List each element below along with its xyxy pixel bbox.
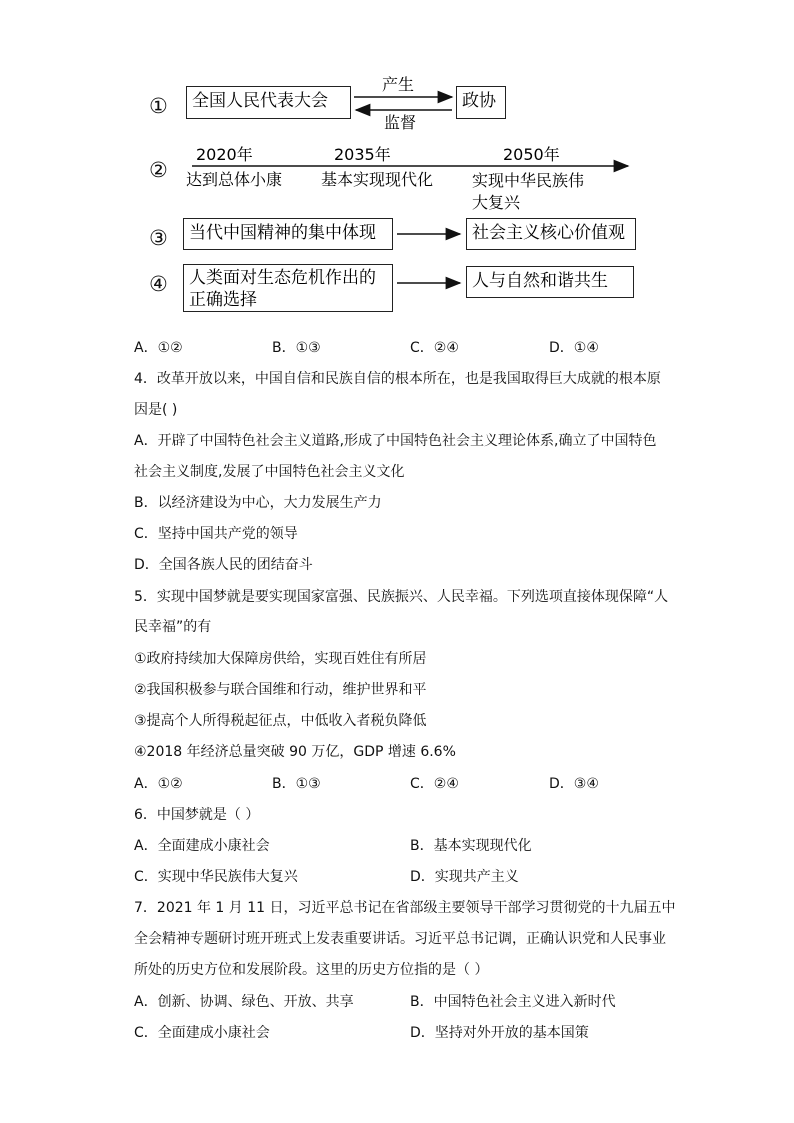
q4-option-a-line1[interactable]: A．开辟了中国特色社会主义道路,形成了中国特色社会主义理论体系,确立了中国特色 xyxy=(134,433,657,449)
q4-option-c[interactable]: C．坚持中国共产党的领导 xyxy=(134,526,298,542)
q6-stem: 6．中国梦就是（ ） xyxy=(134,807,260,823)
item-number-3: ③ xyxy=(149,226,168,250)
q5-option-a[interactable]: A．①② xyxy=(134,776,183,792)
q5-option-c[interactable]: C．②④ xyxy=(410,776,459,792)
q5-statement-2: ②我国积极参与联合国维和行动，维护世界和平 xyxy=(134,682,427,698)
q5-statement-1: ①政府持续加大保障房供给，实现百姓住有所居 xyxy=(134,651,427,667)
spirit-box: 当代中国精神的集中体现 xyxy=(183,218,393,250)
item-number-2: ② xyxy=(149,158,168,182)
q5-option-d[interactable]: D．③④ xyxy=(549,776,599,792)
item-number-4: ④ xyxy=(149,272,168,296)
q3-option-b[interactable]: B．①③ xyxy=(272,340,321,356)
text-2050-line2: 大复兴 xyxy=(472,193,521,212)
q7-stem-line1: 7．2021 年 1 月 11 日，习近平总书记在省部级主要领导干部学习贯彻党的十九届五中 xyxy=(134,900,676,916)
q6-option-c[interactable]: C．实现中华民族伟大复兴 xyxy=(134,869,298,885)
text-2035: 基本实现现代化 xyxy=(321,170,434,189)
ecology-box-line2: 正确选择 xyxy=(189,290,257,310)
q5-statement-3: ③提高个人所得税起征点，中低收入者税负降低 xyxy=(134,713,427,729)
q7-stem-line2: 全会精神专题研讨班开班式上发表重要讲话。习近平总书记调，正确认识党和人民事业 xyxy=(134,931,666,947)
q7-option-b[interactable]: B．中国特色社会主义进入新时代 xyxy=(410,994,616,1010)
q4-stem-line2: 因是( ) xyxy=(134,402,178,418)
q4-option-a-line2[interactable]: 社会主义制度,发展了中国特色社会主义文化 xyxy=(134,464,405,480)
year-2050: 2050年 xyxy=(503,145,560,164)
q4-option-d[interactable]: D．全国各族人民的团结奋斗 xyxy=(134,557,313,573)
q4-option-b[interactable]: B．以经济建设为中心，大力发展生产力 xyxy=(134,495,382,511)
q6-option-d[interactable]: D．实现共产主义 xyxy=(410,869,519,885)
q6-option-a[interactable]: A．全面建成小康社会 xyxy=(134,838,270,854)
ecology-box xyxy=(183,264,393,312)
harmony-box: 人与自然和谐共生 xyxy=(466,266,634,298)
year-2035: 2035年 xyxy=(334,145,391,164)
cppcc-box: 政协 xyxy=(456,86,506,119)
q5-stem-line1: 5．实现中国梦就是要实现国家富强、民族振兴、人民幸福。下列选项直接体现保障“人 xyxy=(134,589,669,605)
produce-label: 产生 xyxy=(382,75,415,94)
q3-option-c[interactable]: C．②④ xyxy=(410,340,459,356)
q7-option-c[interactable]: C．全面建成小康社会 xyxy=(134,1025,270,1041)
text-2050-line1: 实现中华民族伟 xyxy=(472,171,585,190)
q4-stem-line1: 4．改革开放以来，中国自信和民族自信的根本所在，也是我国取得巨大成就的根本原 xyxy=(134,371,661,387)
year-2020: 2020年 xyxy=(196,145,253,164)
item-number-1: ① xyxy=(149,94,168,118)
q5-statement-4: ④2018 年经济总量突破 90 万亿，GDP 增速 6.6% xyxy=(134,744,456,760)
q6-option-b[interactable]: B．基本实现现代化 xyxy=(410,838,532,854)
npc-box: 全国人民代表大会 xyxy=(186,86,351,119)
q5-option-b[interactable]: B．①③ xyxy=(272,776,321,792)
q7-option-d[interactable]: D．坚持对外开放的基本国策 xyxy=(410,1025,589,1041)
q5-stem-line2: 民幸福”的有 xyxy=(134,619,212,635)
q3-option-a[interactable]: A．①② xyxy=(134,340,183,356)
text-2020: 达到总体小康 xyxy=(186,170,283,189)
q7-option-a[interactable]: A．创新、协调、绿色、开放、共享 xyxy=(134,994,354,1010)
ecology-box-line1: 人类面对生态危机作出的 xyxy=(189,268,376,288)
q7-stem-line3: 所处的历史方位和发展阶段。这里的历史方位指的是（ ） xyxy=(134,962,489,978)
diagram-arrows xyxy=(0,0,794,320)
supervise-label: 监督 xyxy=(384,113,417,132)
q3-option-d[interactable]: D．①④ xyxy=(549,340,599,356)
core-values-box: 社会主义核心价值观 xyxy=(466,218,636,250)
